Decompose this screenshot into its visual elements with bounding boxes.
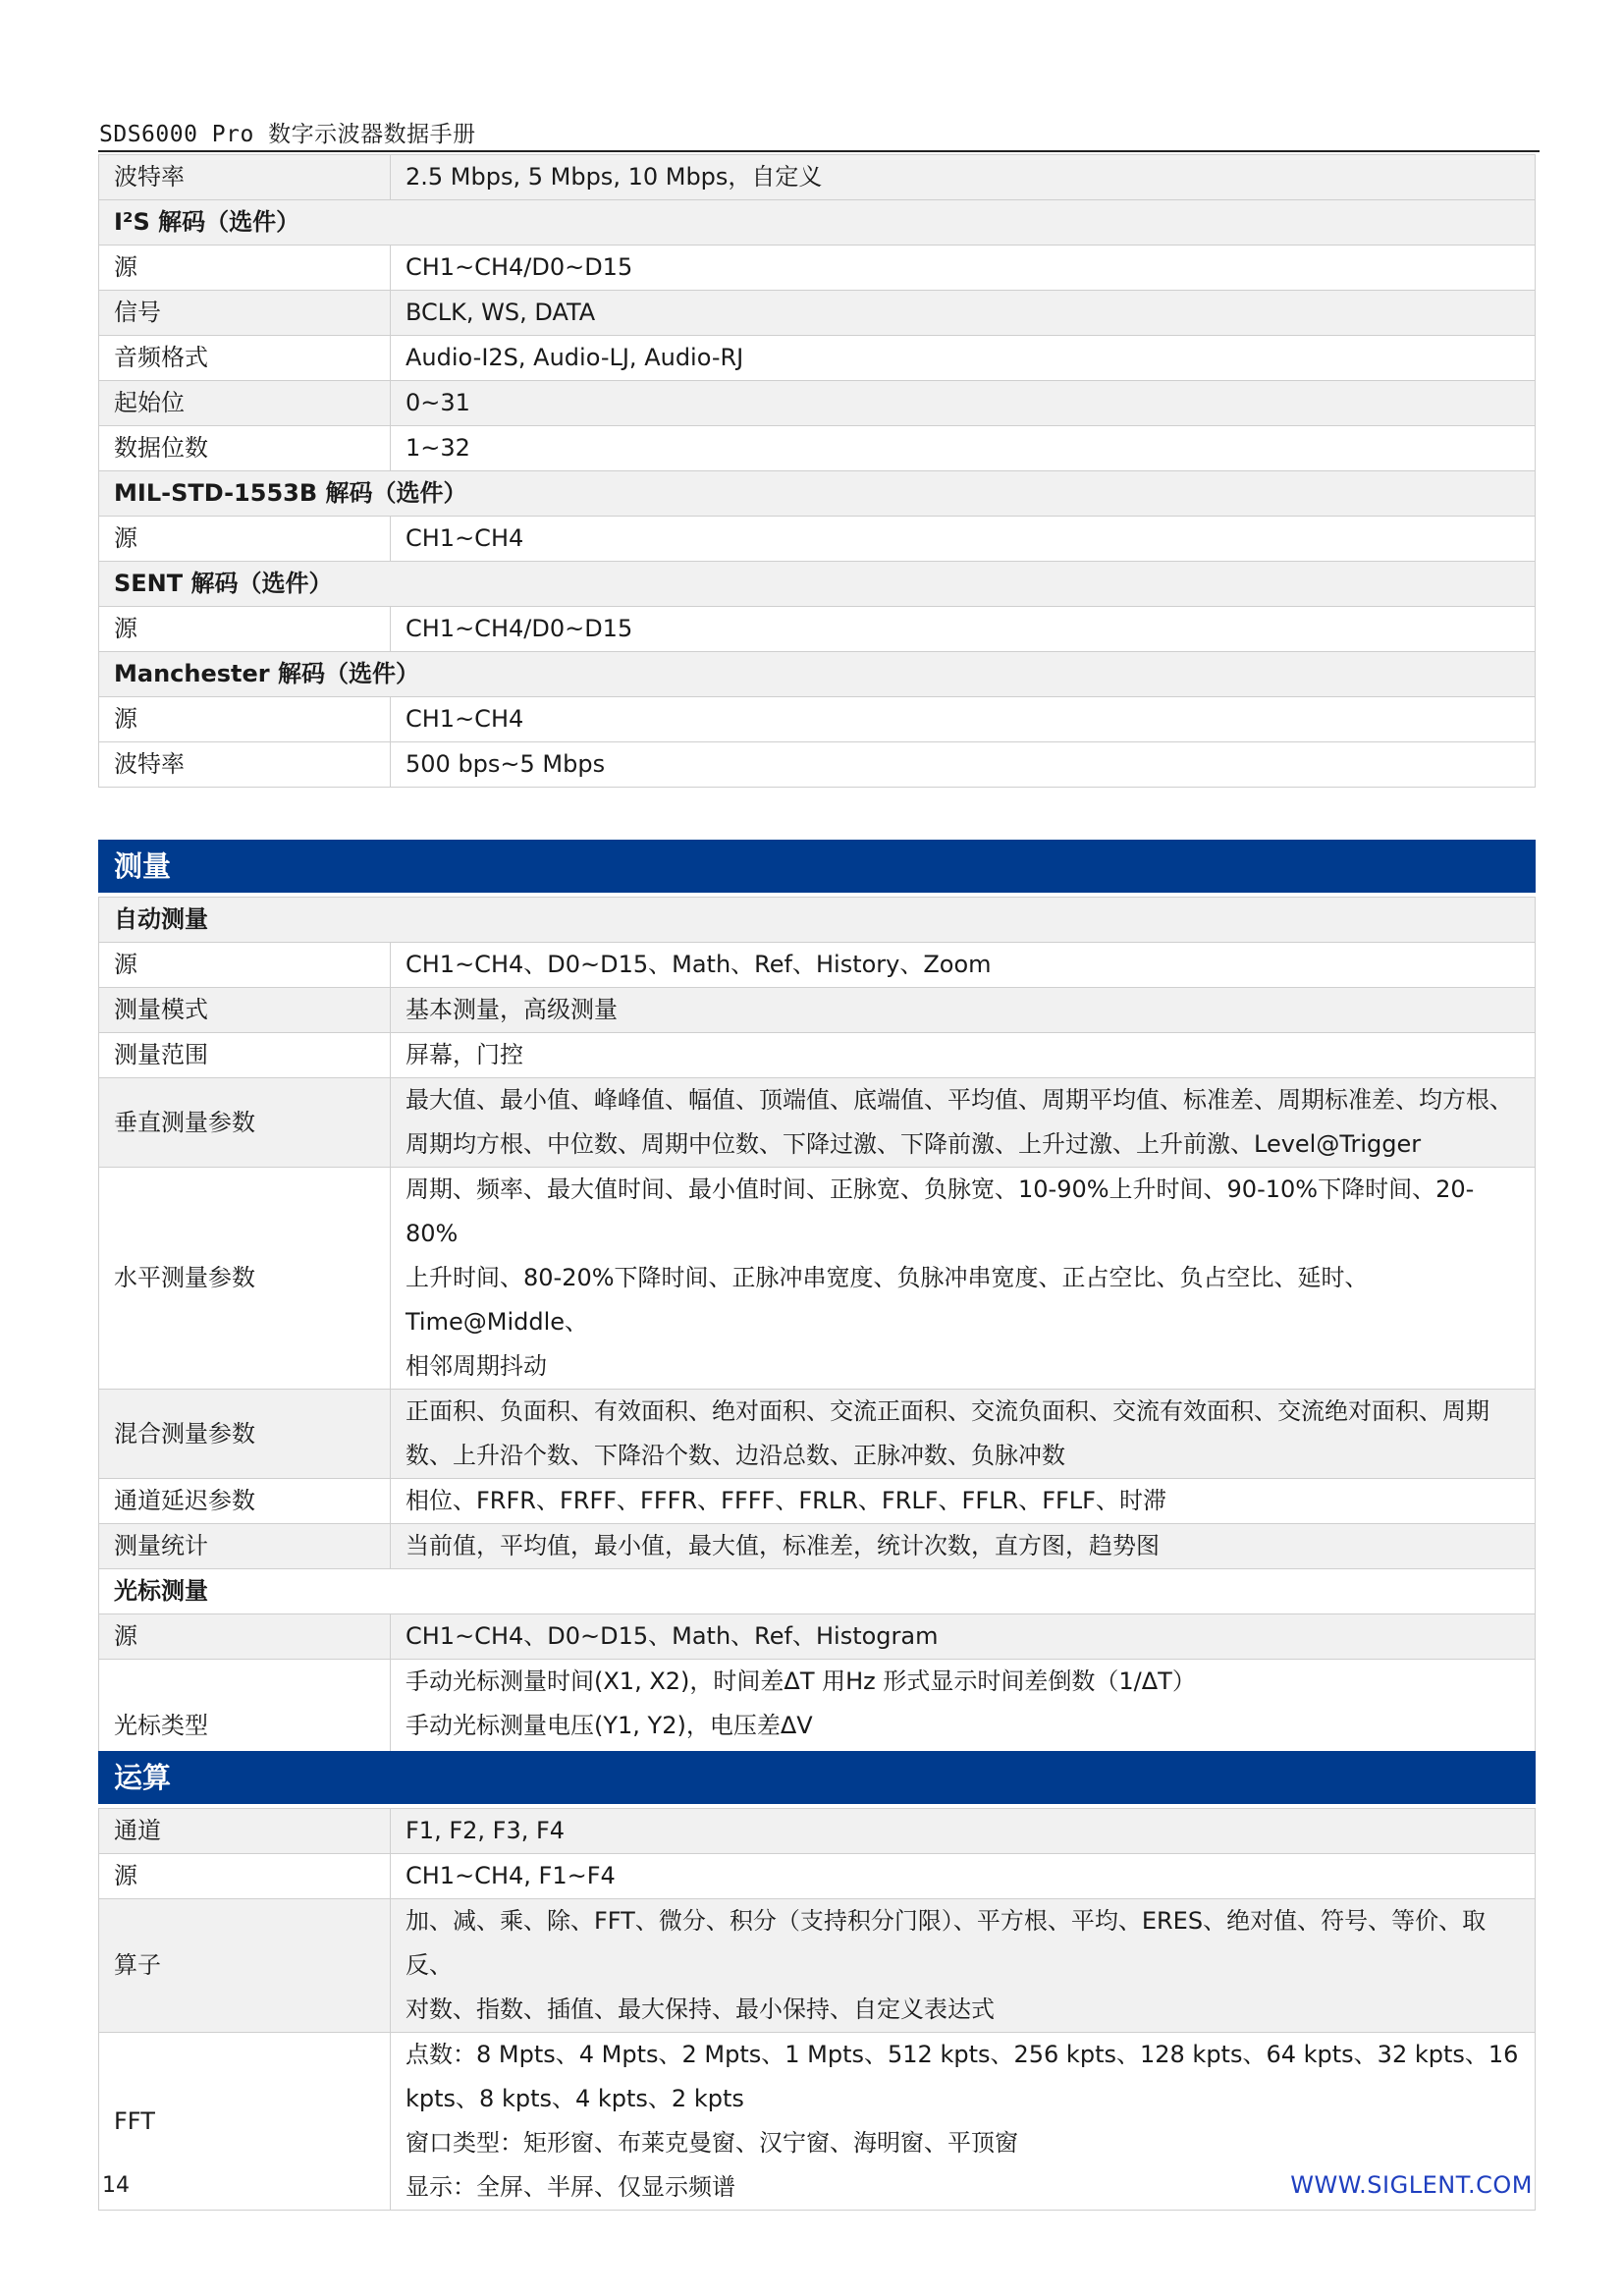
section-title: 运算 <box>99 1752 1536 1804</box>
spec-row <box>99 336 1536 381</box>
spec-value-line: 显示：全屏、半屏、仅显示频谱 <box>406 2173 735 2201</box>
subsection-row <box>99 471 1536 517</box>
spec-label: 测量模式 <box>99 988 391 1033</box>
spec-row <box>99 1524 1536 1569</box>
subsection-row <box>99 898 1536 943</box>
spec-row <box>99 1614 1536 1660</box>
spec-row <box>99 1854 1536 1899</box>
spec-row <box>99 381 1536 426</box>
spec-value-line: 相邻周期抖动 <box>406 1352 547 1380</box>
spec-value <box>391 1390 1536 1479</box>
subsection-title: Manchester 解码（选件） <box>99 652 1536 697</box>
section-band <box>99 1752 1536 1804</box>
spec-value <box>391 1899 1536 2033</box>
spec-value: 2.5 Mbps, 5 Mbps, 10 Mbps，自定义 <box>391 155 1536 200</box>
spec-value-line: 手动光标测量电压(Y1, Y2)，电压差ΔV <box>406 1712 813 1739</box>
spec-label: 波特率 <box>99 155 391 200</box>
spec-row <box>99 155 1536 200</box>
spec-label: 波特率 <box>99 742 391 788</box>
spec-row <box>99 1809 1536 1854</box>
subsection-row <box>99 562 1536 607</box>
math-spec-body <box>99 1752 1536 2211</box>
spec-label: 算子 <box>99 1899 391 2033</box>
spec-label: 源 <box>99 1614 391 1660</box>
spec-label: 源 <box>99 943 391 988</box>
spec-value: Audio-I2S, Audio-LJ, Audio-RJ <box>391 336 1536 381</box>
spec-row <box>99 1479 1536 1524</box>
section-band <box>99 841 1536 893</box>
spec-row <box>99 1390 1536 1479</box>
spec-row <box>99 517 1536 562</box>
spec-label: 通道 <box>99 1809 391 1854</box>
subsection-title: I²S 解码（选件） <box>99 200 1536 246</box>
spec-value-line: 最大值、最小值、峰峰值、幅值、顶端值、底端值、平均值、周期平均值、标准差、周期标准差、均方根、 <box>406 1086 1513 1114</box>
spec-value: CH1~CH4 <box>391 517 1536 562</box>
spec-row <box>99 426 1536 471</box>
subsection-row <box>99 652 1536 697</box>
spec-label: 源 <box>99 517 391 562</box>
spec-value: CH1~CH4、D0~D15、Math、Ref、Histogram <box>391 1614 1536 1660</box>
spec-row <box>99 988 1536 1033</box>
spec-label: 源 <box>99 246 391 291</box>
spec-row <box>99 1168 1536 1390</box>
spec-row <box>99 943 1536 988</box>
spec-value <box>391 1078 1536 1168</box>
spec-value: CH1~CH4/D0~D15 <box>391 246 1536 291</box>
spec-value: 相位、FRFR、FRFF、FFFR、FFFF、FRLR、FRLF、FFLR、FFLF、时滞 <box>391 1479 1536 1524</box>
spec-row <box>99 246 1536 291</box>
spec-label: FFT <box>99 2033 391 2211</box>
spec-value: BCLK, WS, DATA <box>391 291 1536 336</box>
subsection-title: 自动测量 <box>99 898 1536 943</box>
spec-label: 数据位数 <box>99 426 391 471</box>
spec-row <box>99 697 1536 742</box>
spec-label: 源 <box>99 697 391 742</box>
subsection-title: 光标测量 <box>99 1569 1536 1614</box>
measure-spec-table <box>98 840 1536 1793</box>
decode-spec-table <box>98 154 1536 788</box>
spec-value: 当前值，平均值，最小值，最大值，标准差，统计次数，直方图，趋势图 <box>391 1524 1536 1569</box>
spec-value-line: 加、减、乘、除、FFT、微分、积分（支持积分门限）、平方根、平均、ERES、绝对值、符号、等价、取反、 <box>406 1907 1487 1979</box>
subsection-title: MIL-STD-1553B 解码（选件） <box>99 471 1536 517</box>
spec-value: 基本测量，高级测量 <box>391 988 1536 1033</box>
spec-label: 测量统计 <box>99 1524 391 1569</box>
subsection-row <box>99 1569 1536 1614</box>
spec-row <box>99 742 1536 788</box>
spec-value: CH1~CH4/D0~D15 <box>391 607 1536 652</box>
spec-value: CH1~CH4、D0~D15、Math、Ref、History、Zoom <box>391 943 1536 988</box>
spec-value: 0~31 <box>391 381 1536 426</box>
spec-value: CH1~CH4, F1~F4 <box>391 1854 1536 1899</box>
spec-value-line: 正面积、负面积、有效面积、绝对面积、交流正面积、交流负面积、交流有效面积、交流绝对面积、周期 <box>406 1397 1489 1425</box>
spec-value-line: 点数：8 Mpts、4 Mpts、2 Mpts、1 Mpts、512 kpts、256 kpts、128 kpts、64 kpts、32 kpts、16 <box>406 2041 1519 2068</box>
spec-label: 水平测量参数 <box>99 1168 391 1390</box>
spec-label: 起始位 <box>99 381 391 426</box>
math-spec-table <box>98 1751 1536 2211</box>
footer-website-link[interactable]: WWW.SIGLENT.COM <box>1290 2171 1533 2199</box>
section-title: 测量 <box>99 841 1536 893</box>
decode-spec-body <box>99 155 1536 788</box>
spec-value: 500 bps~5 Mbps <box>391 742 1536 788</box>
spec-label: 垂直测量参数 <box>99 1078 391 1168</box>
spec-value-line: 手动光标测量时间(X1, X2)，时间差ΔT 用Hz 形式显示时间差倒数（1/ΔT） <box>406 1667 1196 1695</box>
spec-label: 信号 <box>99 291 391 336</box>
page-number: 14 <box>102 2173 130 2198</box>
spec-value-line: 周期、频率、最大值时间、最小值时间、正脉宽、负脉宽、10-90%上升时间、90-10%下降时间、20-80% <box>406 1175 1475 1247</box>
document-header-title: SDS6000 Pro 数字示波器数据手册 <box>99 122 476 147</box>
spec-value: F1, F2, F3, F4 <box>391 1809 1536 1854</box>
spec-value <box>391 1168 1536 1390</box>
spec-value: 屏幕，门控 <box>391 1033 1536 1078</box>
spec-row <box>99 291 1536 336</box>
spec-label: 通道延迟参数 <box>99 1479 391 1524</box>
measure-spec-body <box>99 841 1536 1793</box>
spec-value-line: 上升时间、80-20%下降时间、正脉冲串宽度、负脉冲串宽度、正占空比、负占空比、延时、Time@Middle、 <box>406 1264 1369 1336</box>
spec-label: 混合测量参数 <box>99 1390 391 1479</box>
spec-value-line: 数、上升沿个数、下降沿个数、边沿总数、正脉冲数、负脉冲数 <box>406 1442 1065 1469</box>
spec-value-line: 周期均方根、中位数、周期中位数、下降过激、下降前激、上升过激、上升前激、Level@Trigger <box>406 1130 1422 1158</box>
spec-value-line: 对数、指数、插值、最大保持、最小保持、自定义表达式 <box>406 1995 995 2023</box>
spec-label: 源 <box>99 607 391 652</box>
spec-value-line: kpts、8 kpts、4 kpts、2 kpts <box>406 2085 744 2112</box>
header-rule <box>98 150 1540 152</box>
subsection-title: SENT 解码（选件） <box>99 562 1536 607</box>
spec-row <box>99 607 1536 652</box>
spec-row <box>99 1899 1536 2033</box>
spec-row <box>99 1078 1536 1168</box>
spec-value: CH1~CH4 <box>391 697 1536 742</box>
spec-label: 光标类型 <box>99 1660 391 1793</box>
spec-value: 1~32 <box>391 426 1536 471</box>
spec-label: 音频格式 <box>99 336 391 381</box>
spec-value-line: 窗口类型：矩形窗、布莱克曼窗、汉宁窗、海明窗、平顶窗 <box>406 2129 1018 2157</box>
spec-label: 测量范围 <box>99 1033 391 1078</box>
spec-row <box>99 1033 1536 1078</box>
subsection-row <box>99 200 1536 246</box>
spec-label: 源 <box>99 1854 391 1899</box>
